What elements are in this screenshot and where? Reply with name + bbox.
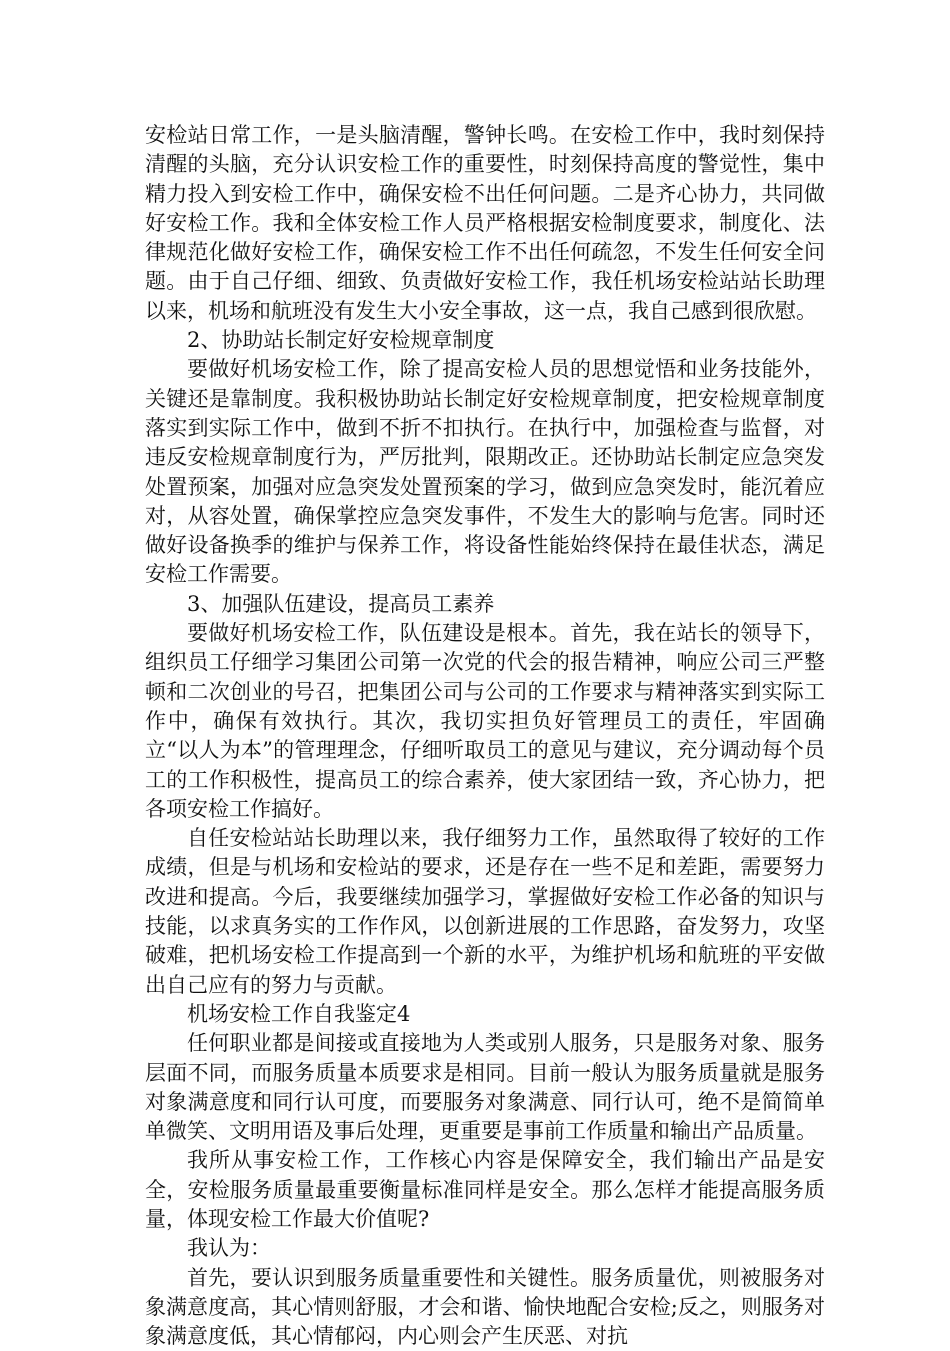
paragraph-opinion-intro: 我认为： [187, 1236, 271, 1261]
paragraph-service-quality: 任何职业都是间接或直接地为人类或别人服务，只是服务对象、服务层面不同，而服务质量本质要求是相同。目前一般认为服务质量就是服务对象满意度和同行认可度，而要服务对象满意、同行认可，绝不是简简单单微笑、文明用语及事后处理，更重要是事前工作质量和输出产品质量。 [145, 1031, 825, 1144]
paragraph-core-content: 我所从事安检工作，工作核心内容是保障安全，我们输出产品是安全，安检服务质量最重要衡量标准同样是安全。那么怎样才能提高服务质量，体现安检工作最大价值呢? [145, 1148, 825, 1231]
paragraph-summary: 自任安检站站长助理以来，我仔细努力工作，虽然取得了较好的工作成绩，但是与机场和安检站的要求，还是存在一些不足和差距，需要努力改进和提高。今后，我要继续加强学习，掌握做好安检工作必备的知识与技能，以求真务实的工作作风，以创新进展的工作思路，奋发努力，攻坚破难，把机场安检工作提高到一个新的水平，为维护机场和航班的平安做出自己应有的努力与贡献。 [145, 826, 825, 997]
section-heading-team: 3、加强队伍建设，提高员工素养 [187, 591, 495, 616]
paragraph-safety-work: 安检站日常工作，一是头脑清醒，警钟长鸣。在安检工作中，我时刻保持清醒的头脑，充分认识安检工作的重要性，时刻保持高度的警觉性，集中精力投入到安检工作中，确保安检不出任何问题。二是齐心协力，共同做好安检工作。我和全体安检工作人员严格根据安检制度要求，制度化、法律规范化做好安检工作，确保安检工作不出任何疏忽，不发生任何安全问题。由于自己仔细、细致、负责做好安检工作，我任机场安检站站长助理以来，机场和航班没有发生大小安全事故，这一点，我自己感到很欣慰。 [145, 123, 825, 323]
paragraph-team: 要做好机场安检工作，队伍建设是根本。首先，我在站长的领导下，组织员工仔细学习集团公司第一次党的代会的报告精神，响应公司三严整顿和二次创业的号召，把集团公司与公司的工作要求与精神落实到实际工作中，确保有效执行。其次，我切实担负好管理员工的责任，牢固确立“以人为本”的管理理念，仔细听取员工的意见与建议，充分调动每个员工的工作积极性，提高员工的综合素养，使大家团结一致，齐心协力，把各项安检工作搞好。 [145, 621, 825, 821]
section-heading-rules: 2、协助站长制定好安检规章制度 [187, 328, 495, 353]
document-body [145, 121, 825, 1351]
paragraph-first-point: 首先，要认识到服务质量重要性和关键性。服务质量优，则被服务对象满意度高，其心情则舒服，才会和谐、愉快地配合安检;反之，则服务对象满意度低，其心情郁闷，内心则会产生厌恶、对抗 [145, 1265, 825, 1349]
document-title-4: 机场安检工作自我鉴定4 [187, 1001, 411, 1026]
paragraph-rules: 要做好机场安检工作，除了提高安检人员的思想觉悟和业务技能外，关键还是靠制度。我积极协助站长制定好安检规章制度，把安检规章制度落实到实际工作中，做到不折不扣执行。在执行中，加强检查与监督，对违反安检规章制度行为，严厉批判，限期改正。还协助站长制定应急突发处置预案，加强对应急突发处置预案的学习，做到应急突发时，能沉着应对，从容处置，确保掌控应急突发事件，不发生大的影响与危害。同时还做好设备换季的维护与保养工作，将设备性能始终保持在最佳状态，满足安检工作需要。 [145, 357, 825, 587]
